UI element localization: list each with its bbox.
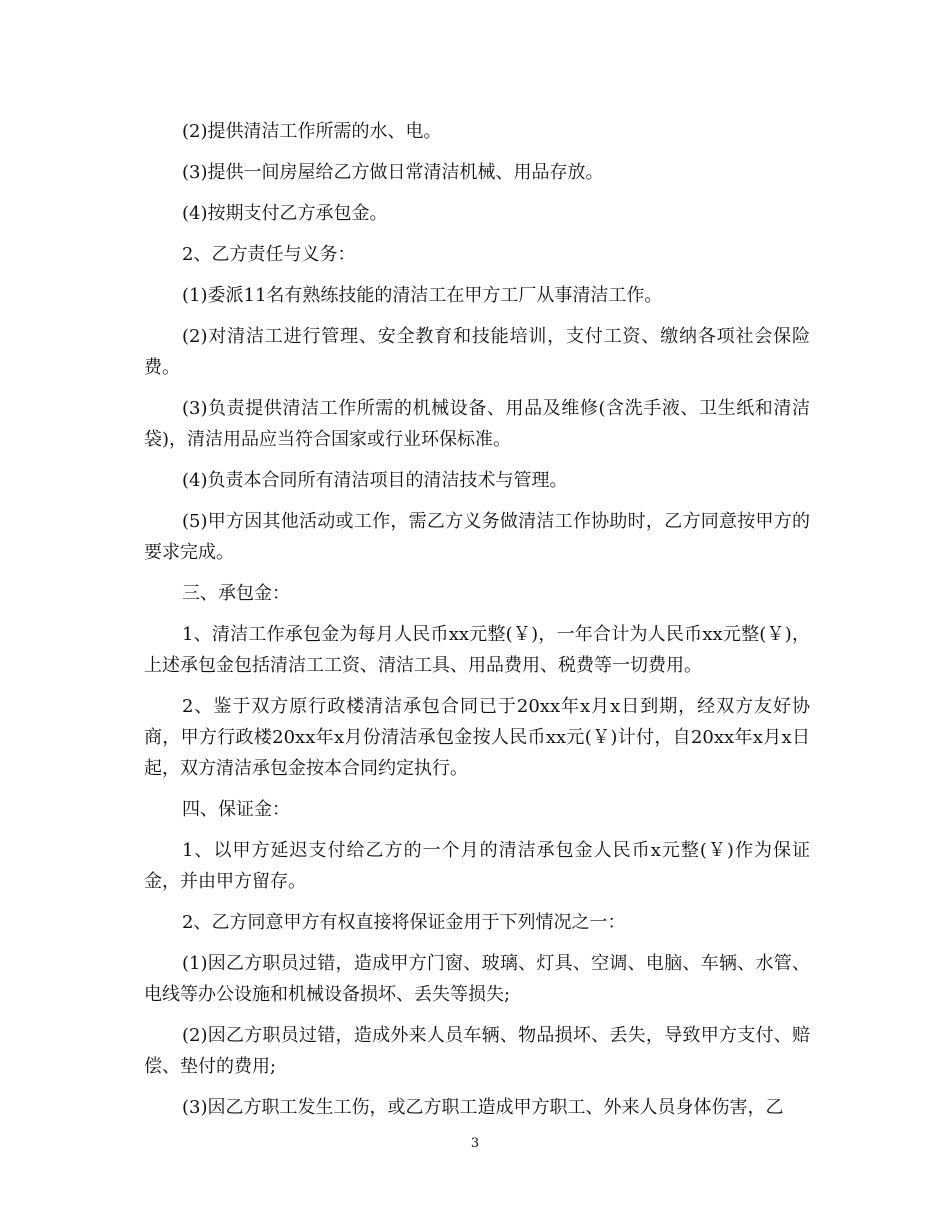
paragraph-10: 三、承包金： (182, 583, 290, 604)
paragraph-16: (1)因乙方职员过错，造成甲方门窗、玻璃、灯具、空调、电脑、车辆、水管、电线等办公设施和机械设备损坏、丢失等损失; (144, 953, 810, 1005)
paragraph-5: (1)委派11名有熟练技能的清洁工在甲方工厂从事清洁工作。 (182, 285, 663, 306)
paragraph-13: 四、保证金： (182, 799, 290, 820)
page-number: 3 (470, 1136, 480, 1151)
paragraph-2: (3)提供一间房屋给乙方做日常清洁机械、用品存放。 (182, 162, 604, 183)
document-body (144, 116, 810, 1123)
paragraph-4: 2、乙方责任与义务： (182, 244, 356, 265)
paragraph-3: (4)按期支付乙方承包金。 (182, 203, 388, 224)
paragraph-1: (2)提供清洁工作所需的水、电。 (182, 121, 442, 142)
paragraph-12: 2、鉴于双方原行政楼清洁承包合同已于20xx年x月x日到期，经双方友好协商，甲方行政楼20xx年x月份清洁承包金按人民币xx元(￥)计付，自20xx年x月x日起，双方清洁承包金按本合同约定执行。 (144, 696, 810, 779)
paragraph-9: (5)甲方因其他活动或工作，需乙方义务做清洁工作协助时，乙方同意按甲方的要求完成。 (144, 511, 810, 563)
paragraph-8: (4)负责本合同所有清洁项目的清洁技术与管理。 (182, 470, 568, 491)
paragraph-17: (2)因乙方职员过错，造成外来人员车辆、物品损坏、丢失，导致甲方支付、赔偿、垫付的费用; (144, 1025, 810, 1077)
paragraph-6: (2)对清洁工进行管理、安全教育和技能培训，支付工资、缴纳各项社会保险费。 (144, 326, 810, 378)
paragraph-7: (3)负责提供清洁工作所需的机械设备、用品及维修(含洗手液、卫生纸和清洁袋)，清洁用品应当符合国家或行业环保标准。 (144, 398, 810, 450)
paragraph-14: 1、以甲方延迟支付给乙方的一个月的清洁承包金人民币x元整(￥)作为保证金，并由甲方留存。 (144, 840, 810, 892)
paragraph-11: 1、清洁工作承包金为每月人民币xx元整(￥)，一年合计为人民币xx元整(￥)，上述承包金包括清洁工工资、清洁工具、用品费用、税费等一切费用。 (144, 624, 810, 676)
paragraph-15: 2、乙方同意甲方有权直接将保证金用于下列情况之一： (182, 912, 626, 933)
paragraph-18: (3)因乙方职工发生工伤，或乙方职工造成甲方职工、外来人员身体伤害，乙 (182, 1097, 784, 1118)
